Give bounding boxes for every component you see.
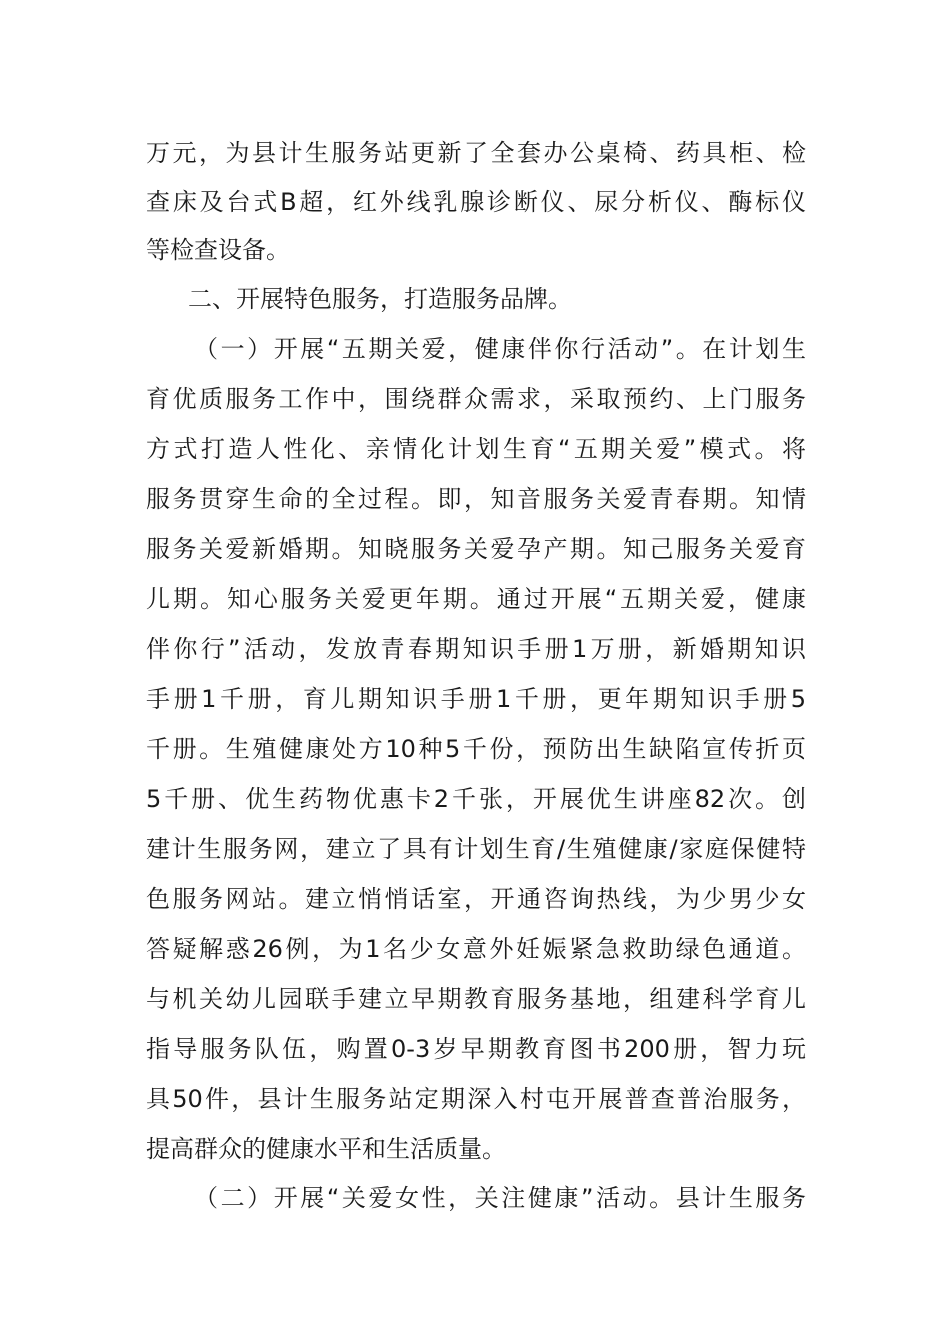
paragraph-line: 万元，为县计生服务站更新了全套办公桌椅、药具柜、检 <box>146 139 806 167</box>
paragraph-line: 服务贯穿生命的全过程。即，知音服务关爱青春期。知情 <box>146 485 806 513</box>
paragraph-line: 答疑解惑26例，为1名少女意外妊娠紧急救助绿色通道。 <box>146 935 806 963</box>
paragraph-line: 手册1千册，育儿期知识手册1千册，更年期知识手册5 <box>146 685 806 713</box>
paragraph-line: 具50件，县计生服务站定期深入村屯开展普查普治服务， <box>146 1085 806 1113</box>
subsection-heading-line: （二）开展“关爱女性，关注健康”活动。县计生服务 <box>194 1184 806 1212</box>
paragraph-line: 5千册、优生药物优惠卡2千张，开展优生讲座82次。创 <box>146 785 806 813</box>
paragraph-line: 千册。生殖健康处方10种5千份，预防出生缺陷宣传折页 <box>146 735 806 763</box>
paragraph-line: 等检查设备。 <box>146 236 290 264</box>
paragraph-line: 与机关幼儿园联手建立早期教育服务基地，组建科学育儿 <box>146 985 806 1013</box>
paragraph-line: 查床及台式B超，红外线乳腺诊断仪、尿分析仪、酶标仪 <box>146 188 806 216</box>
paragraph-line: 方式打造人性化、亲情化计划生育“五期关爱”模式。将 <box>146 435 806 463</box>
paragraph-line: 服务关爱新婚期。知晓服务关爱孕产期。知己服务关爱育 <box>146 535 806 563</box>
paragraph-line: 伴你行”活动，发放青春期知识手册1万册，新婚期知识 <box>146 635 806 663</box>
paragraph-line: 色服务网站。建立悄悄话室，开通咨询热线，为少男少女 <box>146 885 806 913</box>
paragraph-line: 指导服务队伍，购置0-3岁早期教育图书200册，智力玩 <box>146 1035 806 1063</box>
paragraph-line: 提高群众的健康水平和生活质量。 <box>146 1135 506 1163</box>
subsection-heading-line: （一）开展“五期关爱，健康伴你行活动”。在计划生 <box>194 335 806 363</box>
section-heading: 二、开展特色服务，打造服务品牌。 <box>188 285 572 313</box>
paragraph-line: 儿期。知心服务关爱更年期。通过开展“五期关爱，健康 <box>146 585 806 613</box>
paragraph-line: 建计生服务网，建立了具有计划生育/生殖健康/家庭保健特 <box>146 835 806 863</box>
paragraph-line: 育优质服务工作中，围绕群众需求，采取预约、上门服务 <box>146 385 806 413</box>
